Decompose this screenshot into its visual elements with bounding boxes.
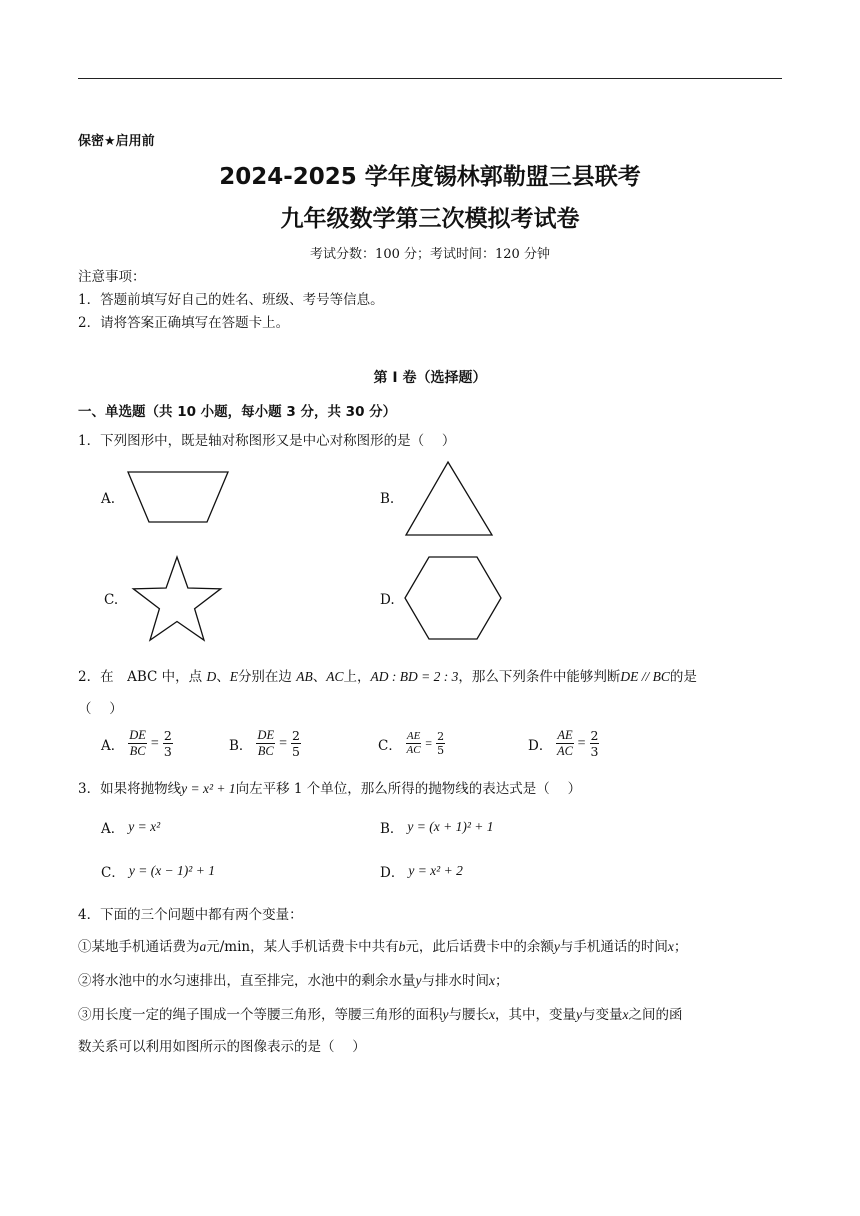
question-4-stem: 4．下面的三个问题中都有两个变量：: [78, 907, 303, 923]
fraction: $\frac{2}{3}$: [590, 728, 599, 759]
q3-option-d: D． y = x² + 2: [380, 863, 463, 881]
confidential-mark: 保密★启用前: [78, 134, 155, 149]
q2-option-d: D． $\frac{AE}{AC}$ = $\frac{2}{3}$: [528, 728, 599, 759]
fraction: $\frac{2}{5}$: [437, 730, 445, 757]
fraction: $\frac{AE}{AC}$: [556, 728, 573, 758]
q2-option-b: B． $\frac{DE}{BC}$ = $\frac{2}{5}$: [229, 728, 300, 759]
triangle-figure: [402, 458, 496, 540]
q1-option-label-a: A.: [101, 491, 116, 507]
q3-option-a: A． y = x²: [101, 819, 161, 837]
fraction: $\frac{DE}{BC}$: [129, 728, 146, 758]
section-title: 第 I 卷（选择题）: [373, 370, 487, 386]
notice-heading: 注意事项：: [78, 269, 146, 285]
fraction: $\frac{2}{5}$: [292, 728, 300, 759]
q2-option-c: C． $\frac{AE}{AC}$ = $\frac{2}{5}$: [378, 730, 445, 757]
q1-option-label-d: D.: [380, 592, 395, 608]
exam-subtitle: 九年级数学第三次模拟考试卷: [280, 206, 580, 232]
question-3-stem: 3．如果将抛物线y = x² + 1向左平移 1 个单位，那么所得的抛物线的表达式是（ ）: [78, 781, 582, 797]
exam-info: 考试分数：100 分；考试时间：120 分钟: [310, 247, 550, 262]
fraction: $\frac{2}{3}$: [163, 728, 172, 759]
notice-item: 1．答题前填写好自己的姓名、班级、考号等信息。: [78, 292, 384, 308]
question-2-stem: 2．在 ABC 中，点 D、E分别在边 AB、AC上，AD : BD = 2 : 3，那么下列条件中能够判断DE // BC的是: [78, 669, 697, 685]
q4-item-1: ①某地手机通话费为a元/min，某人手机话费卡中共有b元，此后话费卡中的余额y与手机通话的时间x；: [78, 939, 688, 955]
question-1-stem: 1．下列图形中，既是轴对称图形又是中心对称图形的是（ ）: [78, 433, 456, 449]
q4-item-2: ②将水池中的水匀速排出，直至排完，水池中的剩余水量y与排水时间x；: [78, 973, 509, 989]
fraction: $\frac{AE}{AC}$: [406, 730, 421, 756]
q1-option-label-b: B.: [380, 491, 395, 507]
top-rule: [78, 78, 782, 79]
exam-title: 2024-2025 学年度锡林郭勒盟三县联考: [219, 164, 641, 190]
trapezoid-figure: [120, 468, 236, 528]
q4-item-3-cont: 数关系可以利用如图所示的图像表示的是（ ）: [78, 1039, 366, 1055]
part-heading: 一、单选题（共 10 小题，每小题 3 分，共 30 分）: [78, 404, 397, 420]
question-2-paren: （ ）: [78, 701, 123, 717]
q1-option-label-c: C.: [104, 592, 119, 608]
hexagon-figure: [402, 553, 504, 643]
notice-item: 2．请将答案正确填写在答题卡上。: [78, 315, 290, 331]
q3-option-b: B． y = (x + 1)² + 1: [380, 819, 494, 837]
star-figure: [128, 553, 226, 646]
q3-option-c: C． y = (x − 1)² + 1: [101, 863, 215, 881]
fraction: $\frac{DE}{BC}$: [257, 728, 275, 758]
q2-option-a: A． $\frac{DE}{BC}$ = $\frac{2}{3}$: [101, 728, 172, 759]
q4-item-3: ③用长度一定的绳子围成一个等腰三角形，等腰三角形的面积y与腰长x，其中，变量y与变量x之间的函: [78, 1007, 683, 1023]
